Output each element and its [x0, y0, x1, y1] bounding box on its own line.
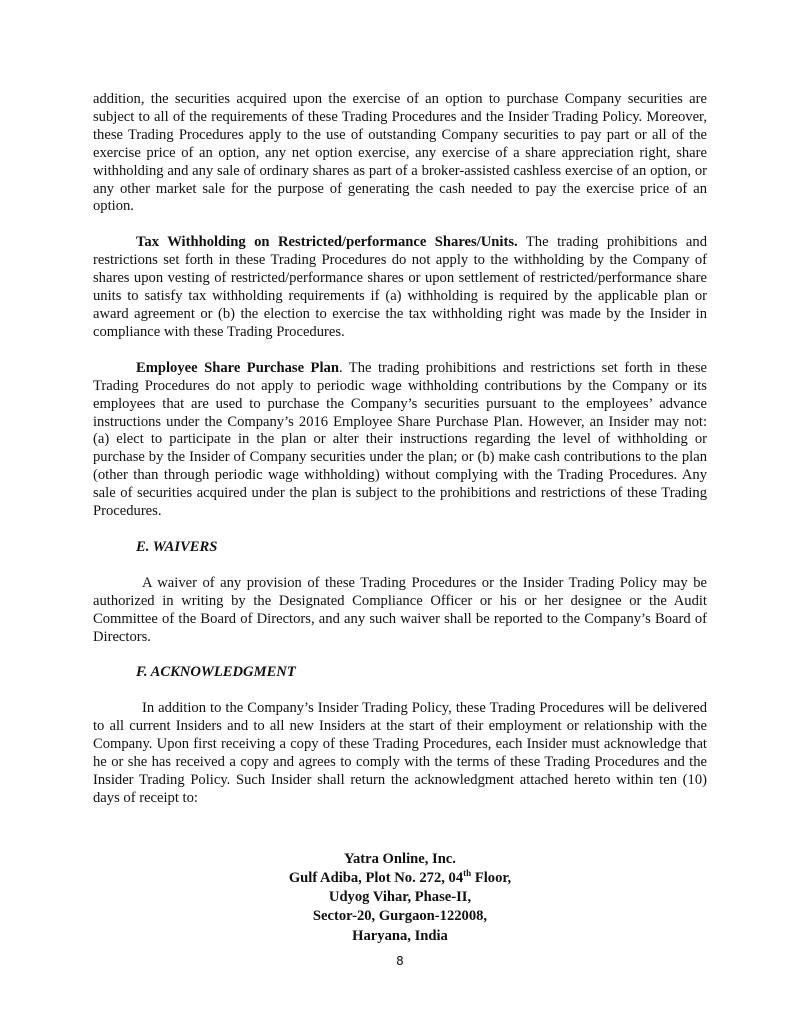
page-number: 8 — [396, 954, 404, 968]
waivers-heading: E. WAIVERS — [136, 538, 218, 555]
address-line-2: Gulf Adiba, Plot No. 272, 04th Floor, — [288, 868, 512, 887]
espp-title: Employee Share Purchase Plan — [136, 359, 339, 376]
document-page — [93, 91, 707, 946]
address-company-name: Yatra Online, Inc. — [344, 850, 456, 867]
tax-withholding-paragraph — [93, 234, 707, 341]
address-line-5: Haryana, India — [352, 927, 448, 944]
intro-paragraph: addition, the securities acquired upon the exercise of an option to purchase Company securities are subject to all of the requirements of these Trading Procedures and the Insider Trading Policy. Moreover, these Trading Procedures apply to the use of outstanding Company securities to pay part or all of the exercise price of an option, any net option exercise, any exercise of a share appreciation right, share withholding and any sale of ordinary shares as part of a broker-assisted cashless exercise of an option, or any other market sale for the purpose of generating the cash needed to pay the exercise price of an option. — [93, 91, 707, 215]
address-line-4: Sector-20, Gurgaon-122008, — [312, 908, 488, 925]
tax-withholding-body: The trading prohibitions and restrictions set forth in these Trading Procedures do not apply to the withholding by the Company of shares upon vesting of restricted/performance shares or upon settlement of restricted/performance share units to satisfy tax withholding requirements if (a) withholding is required by the applicable plan or award agreement or (b) the election to exercise the tax withholding right was made by the Insider in compliance with these Trading Procedures. — [93, 234, 707, 340]
acknowledgment-heading: F. ACKNOWLEDGMENT — [136, 664, 296, 681]
address-line-3: Udyog Vihar, Phase-II, — [328, 889, 472, 906]
company-address — [93, 850, 707, 946]
tax-withholding-title: Tax Withholding on Restricted/performance Shares/Units. — [136, 234, 518, 251]
acknowledgment-paragraph: In addition to the Company’s Insider Trading Policy, these Trading Procedures will be delivered to all current Insiders and to all new Insiders at the start of their employment or relationship with the Company. Upon first receiving a copy of these Trading Procedures, each Insider must acknowledge that he or she has received a copy and agrees to comply with the terms of these Trading Procedures and the Insider Trading Policy. Such Insider shall return the acknowledgment attached hereto within ten (10) days of receipt to: — [93, 700, 707, 806]
espp-paragraph — [93, 360, 707, 521]
floor-ordinal-superscript: th — [463, 868, 472, 879]
waivers-paragraph: A waiver of any provision of these Trading Procedures or the Insider Trading Policy may be authorized in writing by the Designated Compliance Officer or his or her designee or the Audit Committee of the Board of Directors, and any such waiver shall be reported to the Company’s Board of Directors. — [93, 574, 707, 645]
espp-body: . The trading prohibitions and restrictions set forth in these Trading Procedures do not apply to periodic wage withholding contributions by the Company or its employees that are used to purchase the Company’s securities pursuant to the employees’ advance instructions under the Company’s 2016 Employee Share Purchase Plan. However, an Insider may not: (a) elect to participate in the plan or alter their instructions regarding the level of withholding or purchase by the Insider of Company securities under the plan; or (b) make cash contributions to the plan (other than through periodic wage withholding) without complying with the Trading Procedures. Any sale of securities acquired under the plan is subject to the prohibitions and restrictions of these Trading Procedures. — [93, 359, 707, 520]
